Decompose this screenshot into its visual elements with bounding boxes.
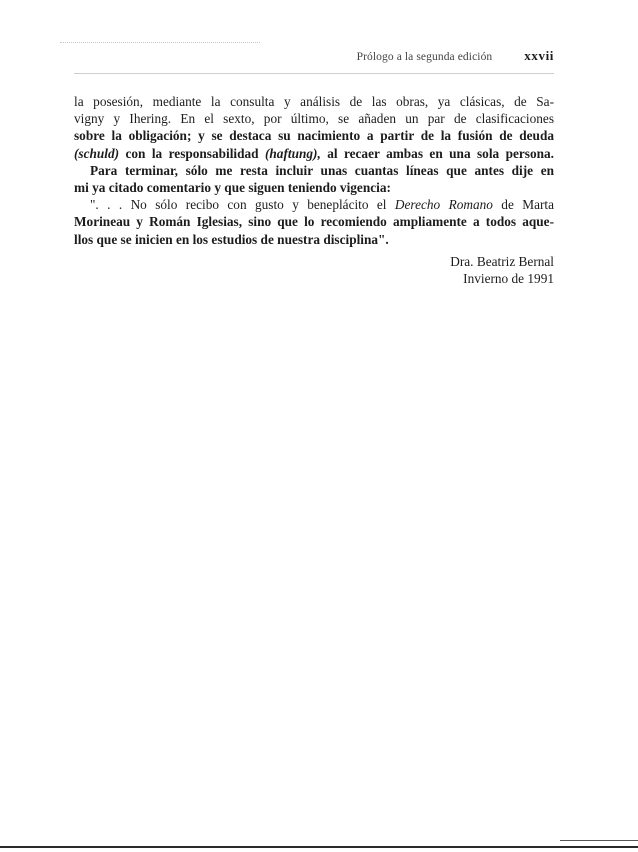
term-schuld: (schuld) bbox=[74, 145, 120, 161]
scan-mark-top bbox=[60, 42, 260, 43]
page-number: xxvii bbox=[524, 48, 554, 63]
body-text bbox=[74, 93, 554, 248]
quote-text-b: de Marta bbox=[492, 197, 554, 213]
body-line-4 bbox=[74, 145, 554, 162]
body-line-5: Para terminar, sólo me resta incluir unas cuantas líneas que antes dije en bbox=[90, 162, 554, 178]
body-line-6: mi ya citado comentario y que siguen teniendo vigencia: bbox=[74, 179, 391, 195]
signature-name: Dra. Beatriz Bernal bbox=[450, 254, 554, 269]
quote-line-2: Morineau y Román Iglesias, sino que lo recomiendo ampliamente a todos aque- bbox=[74, 214, 554, 230]
body-line-4-text-a: con la responsabilidad bbox=[119, 145, 265, 161]
body-line-3: sobre la obligación; y se destaca su nacimiento a partir de la fusión de deuda bbox=[74, 128, 554, 144]
quote-line-1 bbox=[74, 196, 554, 213]
header-title: Prólogo a la segunda edición bbox=[356, 51, 493, 63]
scan-mark-bottom-right bbox=[560, 840, 638, 841]
signature-date: Invierno de 1991 bbox=[463, 271, 554, 286]
body-line-2: vigny y Ihering. En el sexto, por último, se añaden un par de clasificaciones bbox=[74, 111, 554, 127]
body-line-1: la posesión, mediante la consulta y análisis de las obras, ya clásicas, de Sa- bbox=[74, 94, 554, 109]
book-title: Derecho Romano bbox=[394, 197, 493, 213]
signature-block bbox=[380, 253, 554, 287]
body-line-4-text-b: al recaer ambas en una sola persona. bbox=[320, 145, 554, 161]
quote-text-a: ". . . No sólo recibo con gusto y beneplácito el bbox=[90, 197, 395, 213]
running-header bbox=[74, 48, 554, 70]
quote-line-3: llos que se inicien en los estudios de nuestra disciplina". bbox=[74, 231, 389, 247]
page-bottom-edge bbox=[0, 846, 638, 848]
header-rule bbox=[74, 73, 554, 74]
term-haftung: (haftung), bbox=[264, 145, 321, 161]
